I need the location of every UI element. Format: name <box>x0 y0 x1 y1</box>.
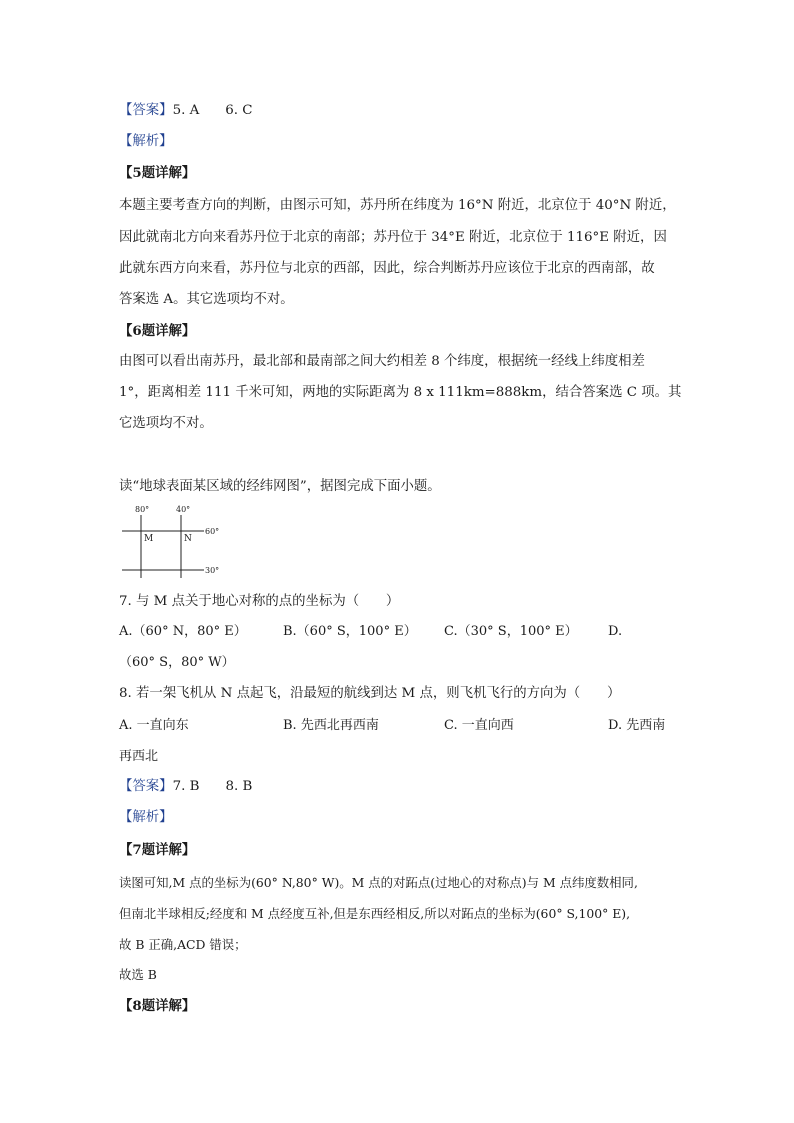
answer-6: 6. C <box>225 103 253 118</box>
q8-stem: 8. 若一架飞机从 N 点起飞，沿最短的航线到达 M 点，则飞机飞行的方向为（ ） <box>119 686 621 701</box>
q5-detail-line: 此就东西方向来看，苏丹位与北京的西部，因此，综合判断苏丹应该位于北京的西南部，故 <box>119 261 655 276</box>
q7-option-d[interactable]: D. <box>608 624 623 639</box>
q6-detail-title: 【6题详解】 <box>119 323 196 339</box>
q5-detail-line: 因此就南北方向来看苏丹位于北京的南部；苏丹位于 34°E 附近，北京位于 116°E 附近，因 <box>119 230 667 245</box>
lon-label-80: 80° <box>135 505 150 514</box>
q6-detail-line: 由图可以看出南苏丹，最北部和最南部之间大约相差 8 个纬度，根据统一经线上纬度相差 <box>119 354 645 369</box>
analysis-tag-2: 【解析】 <box>119 810 173 825</box>
lon-label-40: 40° <box>176 505 191 514</box>
q5-detail-line: 本题主要考查方向的判断，由图示可知，苏丹所在纬度为 16°N 附近，北京位于 40°N 附近， <box>119 198 676 213</box>
lat-label-30: 30° <box>205 566 220 575</box>
q7-detail-line: 但南北半球相反;经度和 M 点经度互补,但是东西经相反,所以对跖点的坐标为(60° S,100° E), <box>119 906 631 921</box>
analysis-tag-1: 【解析】 <box>119 134 173 149</box>
q8-detail-title: 【8题详解】 <box>119 998 196 1014</box>
q7-option-c[interactable]: C.（30° S，100° E） <box>444 624 578 639</box>
answer-7: 7. B <box>172 779 200 794</box>
answer-tag: 【答案】 <box>119 779 173 794</box>
intro-text: 读“地球表面某区域的经纬网图”，据图完成下面小题。 <box>119 479 441 494</box>
q7-detail-line: 故选 B <box>119 967 157 982</box>
q7-option-d-cont: （60° S，80° W） <box>119 655 235 670</box>
answer-tag: 【答案】 <box>119 103 173 118</box>
lat-label-60: 60° <box>205 527 220 536</box>
answer-8: 8. B <box>225 779 253 794</box>
q8-option-d-cont: 再西北 <box>119 749 159 764</box>
q8-option-c[interactable]: C. 一直向西 <box>444 718 514 733</box>
q7-detail-line: 故 B 正确,ACD 错误； <box>119 937 247 952</box>
q7-option-a[interactable]: A.（60° N，80° E） <box>119 624 247 639</box>
point-m-label: M <box>144 534 154 544</box>
q7-stem: 7. 与 M 点关于地心对称的点的坐标为（ ） <box>119 594 400 609</box>
q7-detail-title: 【7题详解】 <box>119 842 196 858</box>
latlon-grid-diagram <box>118 503 230 583</box>
q8-option-b[interactable]: B. 先西北再西南 <box>283 718 379 733</box>
q5-detail-line: 答案选 A。其它选项均不对。 <box>119 292 294 307</box>
q6-detail-line: 它选项均不对。 <box>119 416 213 431</box>
q8-option-d[interactable]: D. 先西南 <box>608 718 666 733</box>
q5-detail-title: 【5题详解】 <box>119 165 196 181</box>
point-n-label: N <box>184 534 192 544</box>
q8-option-a[interactable]: A. 一直向东 <box>119 718 189 733</box>
q7-option-b[interactable]: B.（60° S，100° E） <box>283 624 417 639</box>
answer-line-1 <box>119 101 253 121</box>
answer-5: 5. A <box>172 103 200 118</box>
q7-detail-line: 读图可知,M 点的坐标为(60° N,80° W)。M 点的对跖点(过地心的对称点)与 M 点纬度数相同, <box>119 875 638 890</box>
answer-line-2 <box>119 777 252 797</box>
q6-detail-line: 1°，距离相差 111 千米可知，两地的实际距离为 8 x 111km=888km，结合答案选 C 项。其 <box>119 385 682 400</box>
